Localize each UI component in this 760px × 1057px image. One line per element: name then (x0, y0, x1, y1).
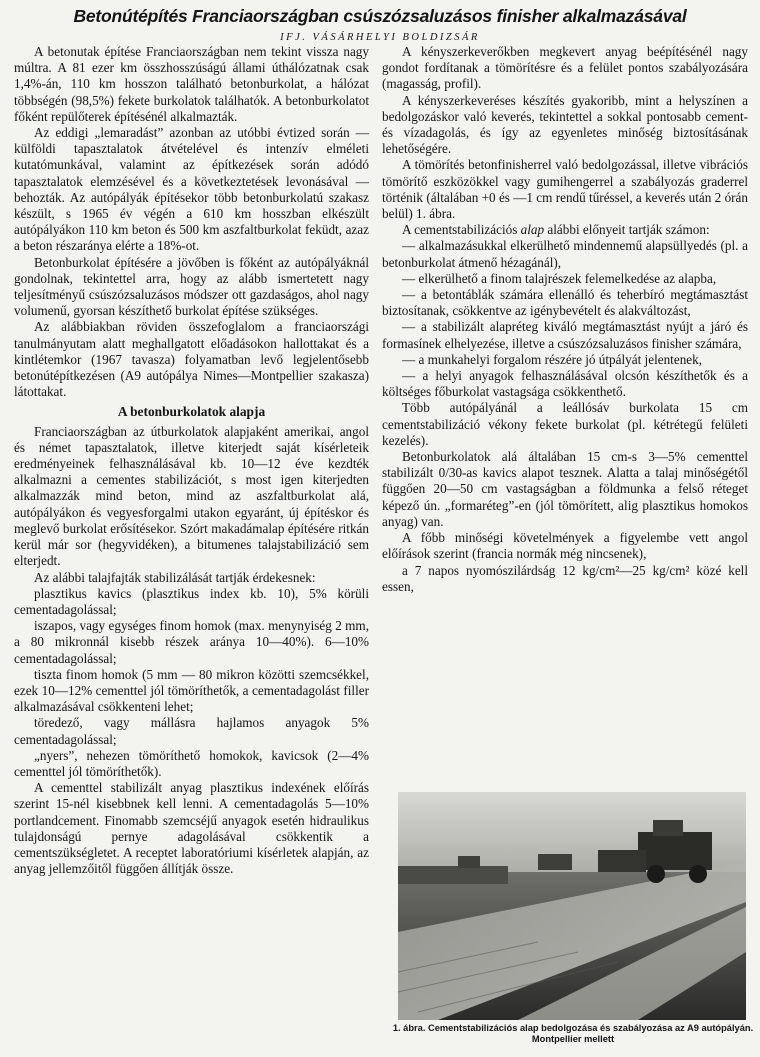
list-item: „nyers”, nehezen tömöríthető homokok, kavicsok (2—4% cementtel jól tömöríthetők). (14, 747, 369, 779)
list-item: — a betontáblák számára ellenálló és teherbíró megtámasztást biztosítanak, csökkentve az igénybevételt és alakváltozást, (382, 287, 748, 319)
article-title: Betonútépítés Franciaországban csúszózsaluzásos finisher alkalmazásával (73, 6, 687, 26)
list-item: — elkerülhető a finom talajrészek felemelkedése az alapba, (402, 270, 717, 286)
text-span: A cementstabilizációs (402, 222, 521, 238)
paragraph: Franciaországban az útburkolatok alapjaként amerikai, angol és német tapasztalatok, illetve kiterjedt saját kísérleteik eredményeinek felhasználásával kb. 10—12 éve kezdték alkalmazni a cementes stabilizációt, s most igen kiterjedten alkalmazzák mind beton, mind az aszfaltburkolat alá, autópályákon és vegyesforgalmi utakon egyaránt, új építéskor és meglevő burkolat erősítésekor. Szórt makadámalap építésére ritkán kerül már sor (hegyvidéken), a bitumenes talajstabilizáció sem elterjedt. (14, 423, 369, 569)
right-column (382, 44, 748, 595)
left-column (14, 44, 369, 877)
list-item: töredező, vagy mállásra hajlamos anyagok 5% cementadagolással; (14, 715, 369, 747)
list-item: iszapos, vagy egységes finom homok (max. menynyiség 2 mm, a 80 mikronnál kisebb részek aránya 10—40%). 6—10% cementadagolással; (14, 618, 369, 666)
figure-caption: 1. ábra. Cementstabilizációs alap bedolgozása és szabályozása az A9 autópályán. Montpellier mellett (392, 1023, 754, 1044)
paragraph: Az alábbiakban röviden összefoglalom a franciaországi tanulmányutam alatt meghallgatott előadásokon hallottakat és a kintlétemkor (1967 tavasza) folyamatban levő legjelentősebb betonútépítkezésen (A9 autópálya Nimes—Montpellier szakasza) látottakat. (14, 319, 369, 400)
construction-photo-icon (398, 792, 746, 1020)
paragraph: A főbb minőségi követelmények a figyelembe vett angol előírások szerint (francia normák még nincsenek), (382, 530, 748, 562)
paragraph: A cementtel stabilizált anyag plasztikus indexének előírás szerint 15-nél kisebbnek kell lenni. A cementadagolás 5—10% portlandcement. Finomabb szemcséjű anyagok esetén hidraulikus tulajdonságú pernye adagolásával csökkentik a cementszükségletet. A receptet laboratóriumi kísérletek alapján, az anyag jellemzőitől függően állítják össze. (14, 780, 369, 877)
emphasis: alap (520, 222, 545, 238)
paragraph: Az eddigi „lemaradást” azonban az utóbbi évtized során — külföldi tapasztalatok átvételével és intenzív elméleti kutatómunkával, valamint az építkezések során adódó tapasztalatok elemzésével és a következtetések levonásával — behozták. Az autópályák építésekor több betonburkolatú szakasz készült, s 1965 év végén a 610 km hosszban elkészült autópályákon 110 km beton és 500 km aszfaltburkolat feküdt, azaz a beton részaránya elérte a 18%-ot. (14, 125, 369, 254)
section-heading: A betonburkolatok alapja (117, 404, 266, 420)
photo-illustration (398, 792, 746, 1020)
paragraph: A betonutak építése Franciaországban nem tekint vissza nagy múltra. A 81 ezer km összhosszúságú állami úthálózatnak csak 1,4%-án, 110 km hosszon található betonburkolat, a hálózat többségén (98,5%) fekete burkolatok találhatók. A betonburkolatot főként repülőterek építésénél alkalmazták. (14, 44, 369, 124)
list-item: — a helyi anyagok felhasználásával olcsón készíthetők és a költséges főburkolat vastagsága csökkenthető. (382, 368, 748, 400)
list-item: plasztikus kavics (plasztikus index kb. 10), 5% körüli cementadagolással; (14, 585, 369, 617)
list-item: — alkalmazásukkal elkerülhető mindennemű alapsüllyedés (pl. a betonburkolat átmenő hézagánál), (382, 238, 748, 270)
paragraph: Betonburkolatok alá általában 15 cm-s 3—5% cementtel stabilizált 0/30-as kavics alapot tesznek. Alatta a talaj minőségétől függően 20—50 cm vastagságban a földmunka a felső réteget képező ún. „formaréteg”-en (jól tömörített, alig plasztikus homokos anyag) van. (382, 449, 748, 529)
paragraph: a 7 napos nyomószilárdság 12 kg/cm²—25 kg/cm² közé kell essen, (382, 562, 748, 594)
paragraph: Az alábbi talajfajták stabilizálását tartják érdekesnek: (34, 569, 316, 585)
paragraph: A kényszerkeverőkben megkevert anyag beépítésénél nagy gondot fordítanak a tömörítésre és a felület pontos szabályozására (magasság, profil). (382, 44, 748, 92)
list-item: — a munkahelyi forgalom részére jó útpályát jelentenek, (402, 351, 703, 367)
paragraph: A tömörítés betonfinisherrel való bedolgozással, illetve vibrációs tömörítő eszközökkel vagy gumihengerrel a szabályozás graderrel történik (általában +0 és —1 cm rendű tűréssel, a keverés után 2 órán belül) 1. ábra. (382, 157, 748, 222)
list-item: tiszta finom homok (5 mm — 80 mikron közötti szemcsékkel, ezek 10—12% cementtel jól tömöríthetők, a cementadagolást filler alkalmazásával csökkenteni lehet; (14, 666, 369, 715)
article-author: IFJ. VÁSÁRHELYI BOLDIZSÁR (280, 32, 480, 43)
paragraph: A kényszerkeveréses készítés gyakoribb, mint a helyszínen a bedolgozáskor való keverés, tekintettel a sokkal pontosabb cement- és vízadagolás, és így az egyenletes minőség biztosításának lehetőségére. (382, 92, 748, 157)
paragraph: Betonburkolat építésére a jövőben is főként az autópályáknál gondolnak, tekintettel arra, hogy az alább ismertetett nagy teljesítményű csúszózsaluzásos módszer ott gazdaságos, ahol nagy volumenű, gyorsan készíthető burkolat építése szükséges. (14, 254, 369, 319)
list-item: — a stabilizált alapréteg kiváló megtámasztást nyújt a járó és formasínek elhelyezése, illetve a csúszózsaluzásos finisher számára, (382, 319, 748, 351)
paragraph: Több autópályánál a leállósáv burkolata 15 cm cementstabilizáció vékony fekete burkolat (pl. kétrétegű felületi kezelés). (382, 400, 748, 448)
paragraph (382, 222, 748, 238)
text-span: alábbi előnyeit tartják számon: (544, 222, 710, 238)
